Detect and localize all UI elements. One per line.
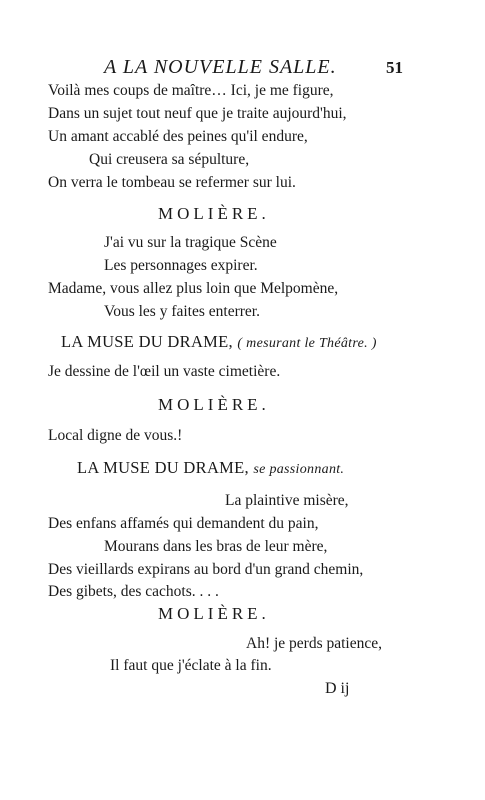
- verse-line: Des gibets, des cachots. . . .: [48, 583, 219, 600]
- verse-line: Qui creusera sa sépulture,: [89, 151, 250, 168]
- verse-line: Voilà mes coups de maître… Ici, je me figure,: [48, 82, 334, 99]
- verse-line: Un amant accablé des peines qu'il endure,: [48, 128, 308, 145]
- verse-line: Local digne de vous.!: [48, 427, 183, 444]
- stage-direction: se passionnant.: [253, 462, 345, 477]
- verse-line: Les personnages expirer.: [104, 257, 258, 274]
- verse-line: J'ai vu sur la tragique Scène: [104, 234, 277, 251]
- verse-line: Madame, vous allez plus loin que Melpomène,: [48, 280, 339, 297]
- speaker-name: LA MUSE DU DRAME,: [61, 332, 233, 351]
- speaker-name: LA MUSE DU DRAME,: [77, 458, 249, 477]
- verse-line: Mourans dans les bras de leur mère,: [104, 538, 328, 555]
- verse-line: Il faut que j'éclate à la fin.: [110, 657, 272, 674]
- verse-line: On verra le tombeau se refermer sur lui.: [48, 174, 296, 191]
- speaker-heading: MOLIÈRE.: [158, 604, 270, 623]
- verse-line: Je dessine de l'œil un vaste cimetière.: [48, 363, 281, 380]
- signature-mark: D ij: [325, 680, 350, 697]
- verse-line: Des vieillards expirans au bord d'un grand chemin,: [48, 561, 364, 578]
- speaker-heading: MOLIÈRE.: [158, 395, 270, 414]
- speaker-heading: [61, 334, 377, 351]
- verse-line: Dans un sujet tout neuf que je traite aujourd'hui,: [48, 105, 347, 122]
- verse-line: Des enfans affamés qui demandent du pain,: [48, 515, 319, 532]
- stage-direction: ( mesurant le Théâtre. ): [237, 336, 377, 351]
- speaker-heading: [77, 460, 344, 477]
- running-title: A LA NOUVELLE SALLE.: [104, 56, 337, 78]
- verse-line: Vous les y faites enterrer.: [104, 303, 260, 320]
- verse-line: Ah! je perds patience,: [246, 635, 382, 652]
- verse-line: La plaintive misère,: [225, 492, 349, 509]
- speaker-heading: MOLIÈRE.: [158, 204, 270, 223]
- page-number: 51: [386, 58, 403, 77]
